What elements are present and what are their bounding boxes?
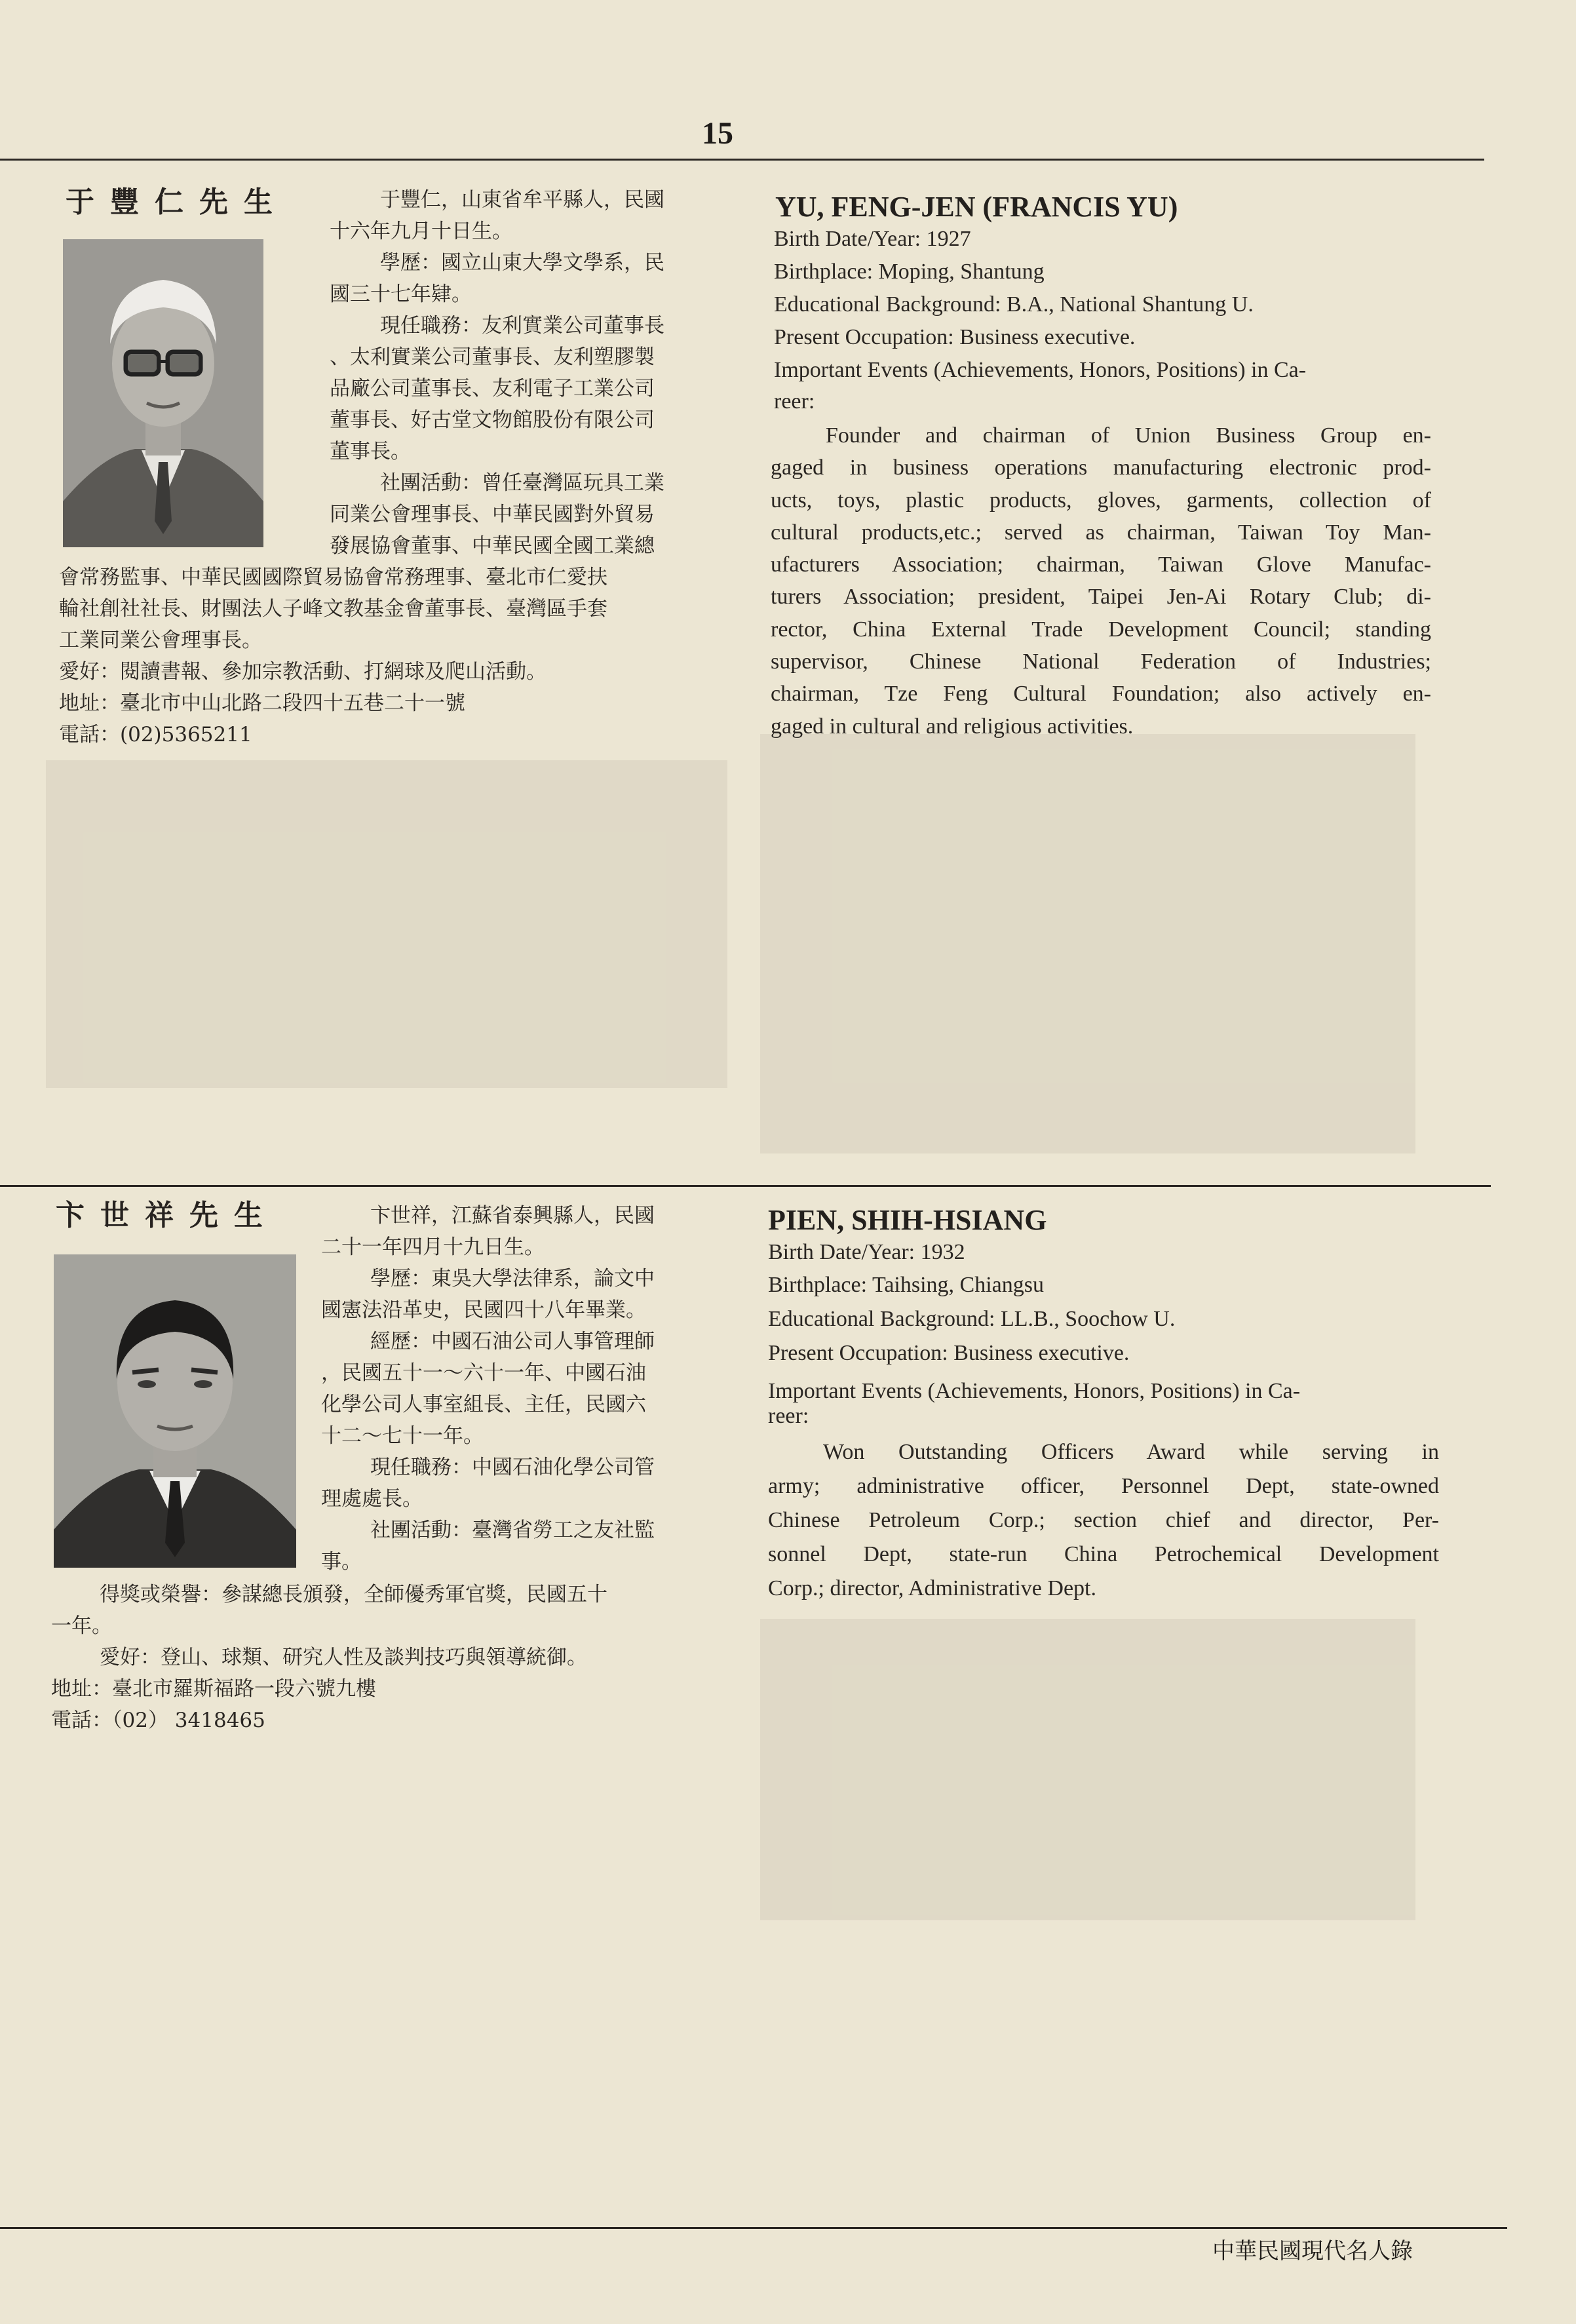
english-career-paragraph (771, 419, 1431, 743)
paragraph-line: ufacturers Association; chairman, Taiwan Glove Manufac- (771, 552, 1431, 577)
middle-rule (0, 1185, 1491, 1187)
chinese-address-line: 地址：臺北市中山北路二段四十五巷二十一號 (59, 691, 465, 715)
paragraph-line: chairman, Tze Feng Cultural Foundation; also actively en- (771, 682, 1431, 707)
chinese-text-line: 董事長、好古堂文物館股份有限公司 (330, 408, 655, 432)
chinese-text-line: 國三十七年肄。 (330, 282, 472, 306)
paragraph-line: gaged in business operations manufacturing electronic prod- (771, 455, 1431, 480)
important-events-label: Important Events (Achievements, Honors, Positions) in Ca- (774, 358, 1307, 382)
important-events-label-cont: reer: (774, 389, 815, 414)
chinese-text-line: 會常務監事、中華民國國際貿易協會常務理事、臺北市仁愛扶 (59, 566, 607, 589)
top-rule (0, 159, 1484, 161)
paragraph-line: Chinese Petroleum Corp.; section chief and director, Per- (768, 1508, 1439, 1532)
chinese-text-line: 社團活動：臺灣省勞工之友社監 (370, 1519, 655, 1542)
chinese-text-line: 于豐仁，山東省牟平縣人，民國 (380, 188, 664, 212)
chinese-text-line: 經歷：中國石油公司人事管理師 (370, 1330, 655, 1353)
chinese-name-heading: 于豐仁先生 (66, 185, 288, 219)
english-name-heading: PIEN, SHIH-HSIANG (768, 1204, 1047, 1236)
occupation-field: Present Occupation: Business executive. (774, 325, 1136, 349)
portrait-photo (54, 1254, 296, 1568)
chinese-text-line: 社團活動：曾任臺灣區玩具工業 (380, 471, 664, 495)
chinese-text-line: 卞世祥，江蘇省泰興縣人，民國 (370, 1204, 655, 1228)
birth-date-field: Birth Date/Year: 1932 (768, 1240, 965, 1264)
chinese-text-line: 現任職務：友利實業公司董事長 (380, 314, 664, 338)
chinese-text-line: 輪社創社社長、財團法人子峰文教基金會董事長、臺灣區手套 (59, 597, 607, 621)
page-number: 15 (702, 116, 733, 151)
paragraph-line: turers Association; president, Taipei Jen-Ai Rotary Club; di- (771, 585, 1431, 610)
paragraph-line: cultural products,etc.; served as chairman, Taiwan Toy Man- (771, 520, 1431, 545)
chinese-text-line: ，民國五十一～六十一年、中國石油 (321, 1361, 646, 1385)
bleed-through-shadow (46, 760, 727, 1088)
chinese-text-line: 十六年九月十日生。 (330, 220, 512, 243)
chinese-text-line: 學歷：東吳大學法律系，論文中 (370, 1267, 655, 1290)
english-career-paragraph (768, 1435, 1439, 1606)
chinese-text-line: 化學公司人事室組長、主任，民國六 (321, 1393, 646, 1416)
birth-date-field: Birth Date/Year: 1927 (774, 227, 971, 251)
chinese-text-line: 現任職務：中國石油化學公司管 (370, 1456, 655, 1479)
chinese-text-line: 學歷：國立山東大學文學系，民 (380, 251, 664, 275)
paragraph-line: supervisor, Chinese National Federation of Industries; (771, 649, 1431, 674)
paragraph-line: Founder and chairman of Union Business Group en- (826, 423, 1431, 448)
chinese-address-line: 地址：臺北市羅斯福路一段六號九樓 (51, 1677, 376, 1701)
paragraph-line: gaged in cultural and religious activities. (771, 714, 1134, 739)
chinese-text-line: 事。 (321, 1550, 362, 1574)
chinese-hobbies-line: 愛好：登山、球類、研究人性及談判技巧與領導統御。 (100, 1646, 587, 1669)
chinese-text-line: 、太利實業公司董事長、友利塑膠製 (330, 345, 655, 369)
important-events-label-cont: reer: (768, 1404, 809, 1428)
bottom-rule (0, 2227, 1507, 2229)
chinese-text-line: 董事長。 (330, 440, 411, 463)
chinese-text-line: 二十一年四月十九日生。 (321, 1235, 545, 1259)
chinese-phone-line: 電話：(02)5365211 (59, 723, 252, 746)
chinese-text-line: 品廠公司董事長、友利電子工業公司 (330, 377, 655, 400)
important-events-label: Important Events (Achievements, Honors, Positions) in Ca- (768, 1379, 1301, 1403)
education-field: Educational Background: B.A., National Shantung U. (774, 292, 1254, 317)
chinese-text-line: 理處處長。 (321, 1487, 423, 1511)
chinese-text-line: 發展協會董事、中華民國全國工業總 (330, 534, 655, 558)
book-title-footer: 中華民國現代名人錄 (1212, 2238, 1413, 2264)
education-field: Educational Background: LL.B., Soochow U. (768, 1307, 1176, 1331)
paragraph-line: rector, China External Trade Development Council; standing (771, 617, 1431, 642)
chinese-text-line: 十二～七十一年。 (321, 1424, 484, 1448)
bleed-through-shadow (760, 1619, 1415, 1920)
chinese-honors-line: 得獎或榮譽：參謀總長頒發，全師優秀軍官獎，民國五十 (100, 1583, 607, 1606)
chinese-text-line: 工業同業公會理事長。 (59, 629, 262, 652)
portrait-photo (63, 239, 263, 547)
paragraph-line: ucts, toys, plastic products, gloves, garments, collection of (771, 488, 1431, 513)
paragraph-line: Won Outstanding Officers Award while serving in (823, 1440, 1439, 1464)
birthplace-field: Birthplace: Taihsing, Chiangsu (768, 1273, 1044, 1297)
bleed-through-shadow (760, 734, 1415, 1153)
chinese-text-line: 一年。 (51, 1614, 112, 1638)
chinese-text-line: 國憲法沿革史，民國四十八年畢業。 (321, 1298, 646, 1322)
paragraph-line: army; administrative officer, Personnel Dept, state-owned (768, 1474, 1439, 1498)
english-name-heading: YU, FENG-JEN (FRANCIS YU) (775, 191, 1178, 223)
chinese-name-heading: 卞世祥先生 (56, 1199, 279, 1232)
birthplace-field: Birthplace: Moping, Shantung (774, 260, 1045, 284)
paragraph-line: sonnel Dept, state-run China Petrochemical Development (768, 1542, 1439, 1566)
chinese-text-line: 同業公會理事長、中華民國對外貿易 (330, 503, 655, 526)
chinese-phone-line: 電話：（02） 3418465 (51, 1709, 265, 1732)
paragraph-line: Corp.; director, Administrative Dept. (768, 1576, 1096, 1600)
occupation-field: Present Occupation: Business executive. (768, 1341, 1130, 1365)
chinese-hobbies-line: 愛好：閱讀書報、參加宗教活動、打網球及爬山活動。 (59, 660, 547, 684)
